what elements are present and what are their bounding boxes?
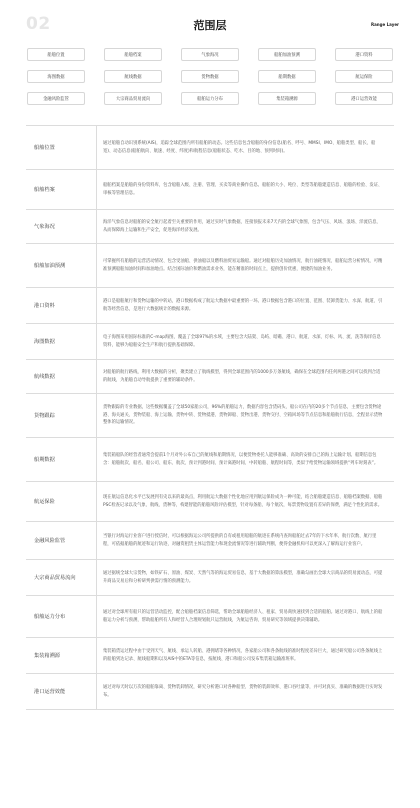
table-row: [26, 244, 394, 288]
row-label: 港口资料: [34, 303, 55, 309]
row-label: 航线数据: [34, 374, 55, 380]
table-row: [26, 360, 394, 394]
table-row: [26, 210, 394, 244]
row-description: 集装箱船队的经营者通常会提前1个月对外公布自己的航线和船期情况，以便货物委托人能够准确、高效的安排自己的海上运输计划。船期信息包含：船舶航次、船名、船公司、船东、航次、预计到港时间、预计离港时间、中转船舶、航程时间等，类似于给货物运输领域提供“列车时刻表”。: [96, 438, 394, 481]
category-tag-grid: [27, 48, 395, 105]
row-description: 通过据统全球大宗货物，如铁矿石、原油、煤炭、天然气等的海运贸易信息，基于大数据的算法模型，准确勾画出全球大宗商品的贸易流动态，可提升商品交易后和分析研判供需行情的预测能力。: [96, 560, 394, 595]
category-tag[interactable]: 船舶加油预测: [258, 48, 316, 61]
table-row: [26, 170, 394, 210]
row-description: 可掌握所有船舶的运营活动情况、包含受油船、供油船以及燃料油贸易运输船。通过对船舶历史加油情况、航行油耗情况、船舶运营分析情况，可精准预测船舶加油时间和加油地点。结合国际油价和燃油需求业务，能在精准的时间点上，提供创价优惠，便捷的加油业务。: [96, 244, 394, 287]
row-description: 当银行对海运行业客户进行授信时，可以根据海运公司所提供的自有或租用船舶的航迹在系统内查询船舶过去7年的下水年率、航行次数、航行里程，可依据船舶的航迹和运行轨迹，对融资租赁主体运营能力和现金流情况等进行辅助判断，便得金融机构可以更深入了解海运行业客户。: [96, 522, 394, 559]
row-label: 海图数据: [34, 339, 55, 345]
row-description: 海洋气象信息对船舶的安全航行起着至关重要的作用，通过实时气象数据，连接预报未来7天内的全球气象图，包含气压、风场、浪场、洋流信息，从而保障海上运输和生产安全，促进海洋经济发展。: [96, 210, 394, 243]
table-row: [26, 596, 394, 638]
page-header: [0, 0, 420, 46]
row-label: 船舶档案: [34, 187, 55, 193]
category-tag[interactable]: 海图数据: [27, 70, 85, 83]
category-tag[interactable]: 货物数据: [181, 70, 239, 83]
row-label: 船舶加油预测: [34, 263, 66, 269]
row-label: 航运保险: [34, 499, 55, 505]
category-tag[interactable]: 气象海况: [181, 48, 239, 61]
row-description: 船舶档案是船舶的身份资料库，包含船舶入级、注册、管理、买卖等商业操作信息。船舶的大小、吨位、类型等船舶建造信息、船舶的检验、发证、审核等管理信息。: [96, 170, 394, 209]
category-tag[interactable]: 大宗商品贸易流向: [104, 92, 162, 105]
table-row: [26, 482, 394, 522]
row-description: 通过对每天时以万次的船舶靠离、货物装卸情况，研究分析港口对各种船型、货物的装卸效率、港口吞吐量等，并可对真实、准确的数据进行实时发布。: [96, 674, 394, 709]
row-label: 船舶运力分布: [34, 614, 66, 620]
row-description: 通过船舶自动识别系统(AIS)，追踪全球范围内所有船舶的动态。这些信息包含船舶的身份信息(船名、呼号、MMSI、IMO、船舶类型、船长、船宽)、动态信息(船舶航向、航速、经度、纬度)和航程信息(船舶状态、吃水、目的地、预到时间)。: [96, 126, 394, 169]
row-description: 集装箱货运过程中由于受到天气、航线、承运人转船、港拥堵等各种情况，各家船公司和各条航线的准时程度差异巨大，通过研究船公司各条航线上的船舶到达记录、航线船期和以及AIS中的ETA等信息，按航线、港口和船公司发布集装箱运输准班率。: [96, 638, 394, 673]
table-row: [26, 674, 394, 710]
table-row: [26, 126, 394, 170]
row-label: 货物跟踪: [34, 413, 55, 419]
row-description: 通过对全球所有船只的运营活动监控，配合船舶档案信息筛选，帮助全球船舶经济人、租家、贸易商快速找到合适的船舶。通过对港口、航线上的船舶运力分析与预测，帮助船舶所有人和经营人合理规划航只运营航线，为航运咨询、贸易研究等领域提供决策辅助。: [96, 596, 394, 637]
row-label: 船舶位置: [34, 145, 55, 151]
row-description: 对船舶的航行路线，利用大数据的分析，聚类建立了航线模型，得到全球范围内的1000多万条航线，确保在全球范围内任何两港之间可以找到合适的航线，为船舶自动导航提供了重要的辅助条件。: [96, 360, 394, 393]
row-description: 港口是船舶航行和货物运输的中转站，港口数据构成了航运大数据中最重要的一环。港口数据包含港口的位置、范围、装卸货能力、水深、航道、引航等经营信息，是进行大数据统计的数据来源。: [96, 288, 394, 323]
table-row: [26, 638, 394, 674]
table-row: [26, 522, 394, 560]
category-tag[interactable]: 船期数据: [258, 70, 316, 83]
table-row: [26, 560, 394, 596]
row-description: 货物跟踪的专业数据，这些数据覆盖了全球50家船公司，96%的船舶运力，数据内容包含货码头、船公司在内的20多个节点信息，主要包含货物途港、海关通关、货物装船、海上运输、货物中转、货物抵港、货物卸船、货物出港、货物交付、空箱回场等节点信息和船舶航行信息，全程显示货物整体的运输情况。: [96, 394, 394, 437]
row-label: 船期数据: [34, 457, 55, 463]
table-row: [26, 394, 394, 438]
category-tag[interactable]: 船舶位置: [27, 48, 85, 61]
row-description: 电子海图采用国际标准的C–map海图，覆盖了全球97%的水域，主要包含大陆架、岛屿、暗礁、港口、航道、水深、灯标、风、流、洗等海洋信息资料，能够为船舶安全生产和航行提供基础保障。: [96, 324, 394, 359]
category-tag[interactable]: 船舶档案: [104, 48, 162, 61]
category-tag[interactable]: 集装箱溯源: [258, 92, 316, 105]
table-row: [26, 288, 394, 324]
row-label: 集装箱溯源: [34, 653, 60, 659]
section-number: 02: [26, 14, 51, 34]
row-label: 金融风险监管: [34, 538, 66, 544]
row-description: 现在航运信息化水平已发展到有史以来的最高点，利用航运大数据个性化地应用到航运保险成为一种可能，结合船舶建造信息、船舶档案数据、船舶PSC检查记录以及气象、航线、货种等，构建智能的船舶风险评估模型，针对每条船、每个航次，每票货物设置有差异的保费，满足个性化的需求。: [96, 482, 394, 521]
category-tag[interactable]: 港口运营效能: [335, 92, 393, 105]
category-tag[interactable]: 船舶运力分布: [181, 92, 239, 105]
category-tag[interactable]: 航运保险: [335, 70, 393, 83]
range-layer-table: [26, 125, 394, 710]
row-label: 港口运营效能: [34, 689, 66, 695]
table-row: [26, 438, 394, 482]
table-row: [26, 324, 394, 360]
page-subtitle-english: Range Layer: [370, 22, 399, 27]
row-label: 大宗商品贸易流向: [34, 575, 76, 581]
page-title: 范围层: [193, 19, 227, 32]
category-tag[interactable]: 港口资料: [335, 48, 393, 61]
category-tag[interactable]: 金融风险监管: [27, 92, 85, 105]
row-label: 气象海况: [34, 224, 55, 230]
category-tag[interactable]: 航线数据: [104, 70, 162, 83]
